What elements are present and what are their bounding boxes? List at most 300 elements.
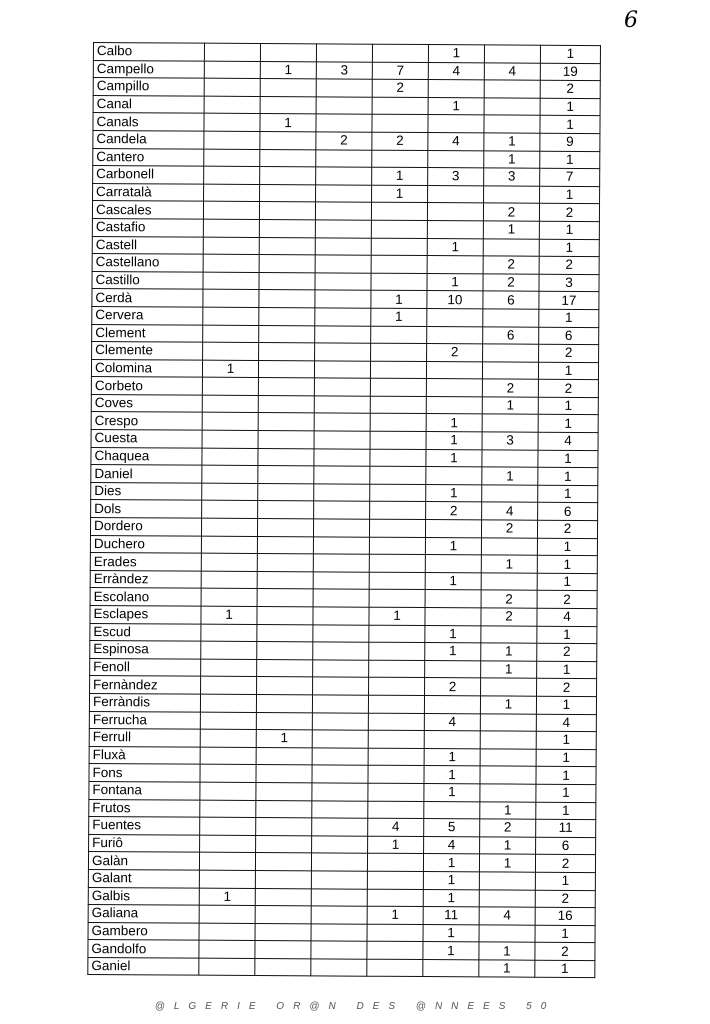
- total-cell: 1: [540, 151, 600, 169]
- count-cell: [371, 203, 427, 221]
- count-cell: [313, 519, 369, 537]
- total-cell: 1: [540, 116, 600, 134]
- count-cell: 2: [483, 203, 539, 221]
- count-cell: [258, 431, 314, 449]
- count-cell: 1: [426, 432, 482, 450]
- count-cell: [258, 448, 314, 466]
- surname-cell: Galiana: [88, 905, 199, 923]
- count-cell: 2: [480, 819, 536, 837]
- table-body: [88, 43, 601, 979]
- surname-cell: Dies: [91, 482, 202, 500]
- count-cell: 1: [201, 606, 257, 624]
- count-cell: [424, 731, 480, 749]
- count-cell: [260, 149, 316, 167]
- count-cell: 1: [425, 643, 481, 661]
- count-cell: [259, 325, 315, 343]
- count-cell: 1: [202, 360, 258, 378]
- count-cell: 1: [425, 537, 481, 555]
- count-cell: [200, 800, 256, 818]
- total-cell: 1: [536, 749, 596, 767]
- count-cell: [203, 307, 259, 325]
- count-cell: [203, 342, 259, 360]
- count-cell: [312, 712, 368, 730]
- surname-cell: Castafio: [92, 218, 203, 236]
- count-cell: 2: [427, 344, 483, 362]
- count-cell: [372, 150, 428, 168]
- count-cell: [369, 625, 425, 643]
- count-cell: [314, 466, 370, 484]
- surname-cell: Carratalà: [93, 183, 204, 201]
- count-cell: [203, 325, 259, 343]
- count-cell: [316, 149, 372, 167]
- count-cell: [256, 765, 312, 783]
- surname-cell: Cuesta: [91, 430, 202, 448]
- count-cell: 1: [425, 625, 481, 643]
- count-cell: [370, 484, 426, 502]
- count-cell: [371, 326, 427, 344]
- count-cell: [367, 941, 423, 959]
- surname-cell: Galant: [88, 869, 199, 887]
- count-cell: [481, 625, 537, 643]
- count-cell: [370, 396, 426, 414]
- count-cell: [200, 747, 256, 765]
- count-cell: [481, 573, 537, 591]
- count-cell: [255, 941, 311, 959]
- count-cell: 11: [423, 907, 479, 925]
- count-cell: [201, 589, 257, 607]
- count-cell: [258, 378, 314, 396]
- count-cell: [367, 924, 423, 942]
- count-cell: [426, 361, 482, 379]
- count-cell: [204, 96, 260, 114]
- surname-cell: Corbeto: [91, 377, 202, 395]
- count-cell: [201, 536, 257, 554]
- count-cell: [367, 854, 423, 872]
- count-cell: 4: [424, 836, 480, 854]
- count-cell: [312, 730, 368, 748]
- total-cell: 4: [537, 608, 597, 626]
- total-cell: 1: [539, 221, 599, 239]
- total-cell: 1: [538, 415, 598, 433]
- count-cell: [204, 61, 260, 79]
- count-cell: [203, 272, 259, 290]
- total-cell: 1: [538, 362, 598, 380]
- count-cell: [200, 835, 256, 853]
- total-cell: 1: [538, 485, 598, 503]
- total-cell: 4: [536, 714, 596, 732]
- count-cell: [369, 590, 425, 608]
- count-cell: [371, 238, 427, 256]
- total-cell: 2: [540, 80, 600, 98]
- total-cell: 6: [536, 837, 596, 855]
- count-cell: 4: [482, 502, 538, 520]
- count-cell: [259, 272, 315, 290]
- total-cell: 4: [538, 432, 598, 450]
- count-cell: 1: [480, 837, 536, 855]
- count-cell: [200, 765, 256, 783]
- count-cell: [368, 766, 424, 784]
- count-cell: [311, 888, 367, 906]
- count-cell: 3: [484, 168, 540, 186]
- surname-cell: Castillo: [92, 271, 203, 289]
- count-cell: [258, 395, 314, 413]
- count-cell: 4: [428, 62, 484, 80]
- count-cell: [200, 712, 256, 730]
- count-cell: 2: [481, 608, 537, 626]
- total-cell: 1: [535, 872, 595, 890]
- count-cell: [257, 589, 313, 607]
- total-cell: 1: [537, 538, 597, 556]
- surname-cell: Fenoll: [90, 658, 201, 676]
- count-cell: [368, 730, 424, 748]
- count-cell: [311, 941, 367, 959]
- total-cell: 17: [539, 292, 599, 310]
- count-cell: 1: [369, 607, 425, 625]
- count-cell: [202, 377, 258, 395]
- count-cell: [313, 660, 369, 678]
- count-cell: [312, 836, 368, 854]
- count-cell: [204, 131, 260, 149]
- count-cell: [312, 783, 368, 801]
- surname-cell: Fuentes: [89, 817, 200, 835]
- count-cell: [427, 308, 483, 326]
- count-cell: [315, 308, 371, 326]
- count-cell: [425, 555, 481, 573]
- count-cell: [316, 44, 372, 62]
- count-cell: [316, 185, 372, 203]
- total-cell: 2: [537, 643, 597, 661]
- surname-cell: Frutos: [89, 799, 200, 817]
- total-cell: 3: [539, 274, 599, 292]
- count-cell: [260, 131, 316, 149]
- count-cell: [257, 519, 313, 537]
- count-cell: [370, 414, 426, 432]
- count-cell: [428, 115, 484, 133]
- count-cell: [316, 114, 372, 132]
- count-cell: [428, 150, 484, 168]
- count-cell: 4: [428, 133, 484, 151]
- count-cell: [315, 343, 371, 361]
- count-cell: 4: [484, 62, 540, 80]
- surname-count-table: [87, 42, 604, 979]
- count-cell: [483, 309, 539, 327]
- total-cell: 1: [536, 731, 596, 749]
- count-cell: [314, 413, 370, 431]
- count-cell: 1: [372, 167, 428, 185]
- surname-cell: Ferràndis: [89, 693, 200, 711]
- count-cell: 1: [367, 906, 423, 924]
- surname-cell: Castellano: [92, 254, 203, 272]
- count-cell: 1: [428, 97, 484, 115]
- count-cell: 1: [426, 484, 482, 502]
- total-cell: 2: [539, 256, 599, 274]
- surname-cell: Cascales: [92, 201, 203, 219]
- count-cell: [425, 520, 481, 538]
- count-cell: [255, 906, 311, 924]
- surname-cell: Fons: [89, 764, 200, 782]
- count-cell: 2: [481, 520, 537, 538]
- count-cell: [484, 115, 540, 133]
- count-cell: [369, 678, 425, 696]
- surname-cell: Ferrucha: [89, 711, 200, 729]
- total-cell: 1: [535, 960, 595, 978]
- count-cell: [370, 431, 426, 449]
- count-cell: 3: [482, 432, 538, 450]
- count-cell: [256, 835, 312, 853]
- total-cell: 1: [536, 696, 596, 714]
- total-cell: 16: [535, 907, 595, 925]
- count-cell: [204, 166, 260, 184]
- count-cell: 2: [316, 132, 372, 150]
- total-cell: 1: [540, 186, 600, 204]
- count-cell: 4: [424, 713, 480, 731]
- surname-cell: Gambero: [88, 922, 199, 940]
- count-cell: [256, 694, 312, 712]
- count-cell: [203, 254, 259, 272]
- count-cell: [258, 501, 314, 519]
- count-cell: 1: [424, 783, 480, 801]
- count-cell: [314, 501, 370, 519]
- count-cell: [425, 608, 481, 626]
- count-cell: [204, 78, 260, 96]
- total-cell: 1: [536, 784, 596, 802]
- count-cell: [370, 466, 426, 484]
- surname-cell: Duchero: [90, 535, 201, 553]
- surname-cell: Coves: [91, 394, 202, 412]
- count-cell: [314, 378, 370, 396]
- count-cell: [480, 784, 536, 802]
- count-cell: [260, 44, 316, 62]
- count-cell: [367, 959, 423, 977]
- count-cell: 1: [483, 221, 539, 239]
- count-cell: 1: [423, 854, 479, 872]
- count-cell: 1: [423, 942, 479, 960]
- count-cell: [370, 502, 426, 520]
- count-cell: [368, 695, 424, 713]
- count-cell: [313, 607, 369, 625]
- count-cell: 7: [372, 62, 428, 80]
- count-cell: [368, 748, 424, 766]
- count-cell: [199, 958, 255, 976]
- count-cell: 1: [479, 942, 535, 960]
- surname-cell: Crespo: [91, 412, 202, 430]
- count-cell: 1: [484, 133, 540, 151]
- count-cell: [371, 220, 427, 238]
- count-cell: 1: [256, 730, 312, 748]
- surname-cell: Esclapes: [90, 605, 201, 623]
- count-cell: [202, 501, 258, 519]
- surname-cell: Dordero: [90, 518, 201, 536]
- count-cell: [368, 801, 424, 819]
- count-cell: [484, 98, 540, 116]
- count-cell: 1: [425, 572, 481, 590]
- count-cell: [259, 237, 315, 255]
- count-cell: [427, 256, 483, 274]
- count-cell: [480, 766, 536, 784]
- count-cell: 1: [423, 924, 479, 942]
- count-cell: [257, 677, 313, 695]
- count-cell: [256, 818, 312, 836]
- count-cell: [314, 361, 370, 379]
- surname-cell: Erràndez: [90, 570, 201, 588]
- count-cell: [259, 307, 315, 325]
- surname-cell: Erades: [90, 553, 201, 571]
- total-cell: 1: [540, 45, 600, 63]
- count-cell: 1: [424, 766, 480, 784]
- count-cell: [259, 202, 315, 220]
- surname-cell: Colomina: [91, 359, 202, 377]
- count-cell: [311, 924, 367, 942]
- count-cell: [316, 79, 372, 97]
- count-cell: [313, 642, 369, 660]
- count-cell: 1: [260, 114, 316, 132]
- surname-cell: Ferrull: [89, 729, 200, 747]
- surname-cell: Escolano: [90, 588, 201, 606]
- count-cell: 1: [260, 61, 316, 79]
- total-cell: 2: [539, 204, 599, 222]
- count-cell: [315, 237, 371, 255]
- surname-cell: Dols: [91, 500, 202, 518]
- count-cell: [259, 255, 315, 273]
- count-cell: [313, 536, 369, 554]
- count-cell: [257, 624, 313, 642]
- count-cell: 1: [199, 888, 255, 906]
- count-cell: [371, 273, 427, 291]
- count-cell: [425, 590, 481, 608]
- count-cell: [256, 782, 312, 800]
- surname-cell: Campillo: [93, 78, 204, 96]
- count-cell: [199, 940, 255, 958]
- count-cell: [427, 203, 483, 221]
- total-cell: 1: [539, 309, 599, 327]
- surname-cell: Carbonell: [93, 166, 204, 184]
- surname-cell: Galàn: [88, 852, 199, 870]
- count-cell: [371, 343, 427, 361]
- count-cell: [484, 45, 540, 63]
- count-cell: 1: [482, 467, 538, 485]
- count-cell: 1: [480, 696, 536, 714]
- total-cell: 7: [540, 168, 600, 186]
- total-cell: 2: [535, 942, 595, 960]
- count-cell: [200, 782, 256, 800]
- count-cell: [260, 184, 316, 202]
- count-cell: [315, 220, 371, 238]
- total-cell: 1: [537, 555, 597, 573]
- count-cell: 2: [425, 678, 481, 696]
- count-cell: [204, 43, 260, 61]
- count-cell: [202, 483, 258, 501]
- total-cell: 1: [540, 98, 600, 116]
- count-cell: [255, 853, 311, 871]
- surname-cell: Campello: [93, 60, 204, 78]
- count-cell: [257, 642, 313, 660]
- surname-cell: Cantero: [93, 148, 204, 166]
- count-cell: [315, 273, 371, 291]
- count-cell: 1: [427, 238, 483, 256]
- count-cell: [204, 184, 260, 202]
- count-cell: [312, 800, 368, 818]
- count-cell: [201, 571, 257, 589]
- surname-cell: Cervera: [92, 306, 203, 324]
- count-cell: [370, 449, 426, 467]
- count-cell: [201, 659, 257, 677]
- count-cell: [199, 905, 255, 923]
- count-cell: [483, 238, 539, 256]
- count-cell: [428, 185, 484, 203]
- count-cell: [256, 747, 312, 765]
- surname-cell: Daniel: [91, 465, 202, 483]
- total-cell: 1: [535, 925, 595, 943]
- surname-cell: Canal: [93, 95, 204, 113]
- count-cell: [257, 659, 313, 677]
- count-cell: [371, 255, 427, 273]
- count-cell: 1: [484, 150, 540, 168]
- count-cell: [204, 114, 260, 132]
- total-cell: 6: [539, 327, 599, 345]
- count-cell: 1: [371, 308, 427, 326]
- surname-cell: Fontana: [89, 781, 200, 799]
- count-cell: [255, 870, 311, 888]
- count-cell: [369, 537, 425, 555]
- count-cell: [312, 695, 368, 713]
- count-cell: [203, 202, 259, 220]
- count-cell: [367, 871, 423, 889]
- count-cell: [369, 572, 425, 590]
- count-cell: [312, 748, 368, 766]
- count-cell: [201, 641, 257, 659]
- count-cell: [259, 219, 315, 237]
- total-cell: 11: [536, 819, 596, 837]
- count-cell: [426, 467, 482, 485]
- total-cell: 1: [537, 573, 597, 591]
- count-cell: [258, 466, 314, 484]
- count-cell: 2: [483, 274, 539, 292]
- count-cell: 2: [426, 502, 482, 520]
- count-cell: [369, 554, 425, 572]
- count-cell: [484, 186, 540, 204]
- count-cell: [199, 852, 255, 870]
- surname-cell: Ganiel: [88, 957, 199, 975]
- footer-watermark: @LGERIE OR@N DES @NNEES 50: [154, 1001, 556, 1012]
- count-cell: [313, 677, 369, 695]
- surname-cell: Canals: [93, 113, 204, 131]
- count-cell: 1: [371, 291, 427, 309]
- count-cell: [482, 414, 538, 432]
- count-cell: [258, 483, 314, 501]
- count-cell: [260, 79, 316, 97]
- count-cell: [369, 642, 425, 660]
- surname-cell: Galbis: [88, 887, 199, 905]
- surname-cell: Gandolfo: [88, 940, 199, 958]
- count-cell: [368, 713, 424, 731]
- total-cell: 2: [537, 679, 597, 697]
- count-cell: [314, 484, 370, 502]
- count-cell: [313, 589, 369, 607]
- count-cell: [367, 889, 423, 907]
- total-cell: 2: [539, 344, 599, 362]
- count-cell: 3: [428, 168, 484, 186]
- count-cell: [312, 765, 368, 783]
- surname-cell: Espinosa: [90, 641, 201, 659]
- total-cell: 2: [535, 890, 595, 908]
- count-cell: [315, 325, 371, 343]
- count-cell: 1: [479, 854, 535, 872]
- count-cell: [370, 361, 426, 379]
- count-cell: [479, 889, 535, 907]
- total-cell: 2: [537, 520, 597, 538]
- count-cell: [202, 395, 258, 413]
- count-cell: [424, 801, 480, 819]
